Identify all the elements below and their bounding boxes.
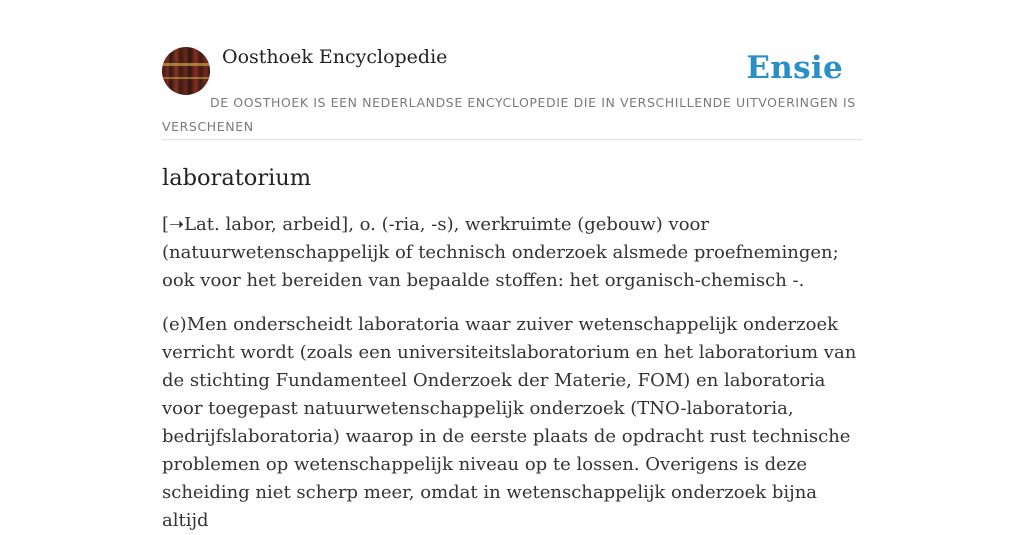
article-title: laboratorium [162, 165, 312, 191]
site-tagline: DE OOSTHOEK IS EEN NEDERLANDSE ENCYCLOPEDIE DIE IN VERSCHILLENDE UITVOERINGEN IS VERSCHENEN [162, 95, 856, 134]
site-header [162, 44, 862, 140]
ensie-logo[interactable]: Ensie [746, 50, 843, 86]
article-paragraph: [➝Lat. labor, arbeid], o. (-ria, -s), werkruimte (gebouw) voor (natuurwetenschappelijk of technisch onderzoek alsmede proefnemingen; ook voor het bereiden van bepaalde stoffen: het organisch-chemisch -. [162, 214, 839, 291]
article [162, 160, 862, 535]
site-title[interactable]: Oosthoek Encyclopedie [222, 46, 448, 68]
article-paragraph: (e)Men onderscheidt laboratoria waar zuiver wetenschappelijk onderzoek verricht wordt (zoals een universiteitslaboratorium en het laboratorium van de stichting Fundamenteel Onderzoek der Materie, FOM) en laboratoria voor toegepast natuurwetenschappelijk onderzoek (TNO-laboratoria, bedrijfslaboratoria) waarop in de eerste plaats de opdracht rust technische problemen op wetenschappelijk niveau op te lossen. Overigens is deze scheiding niet scherp meer, omdat in wetenschappelijk onderzoek bijna altijd [162, 314, 857, 531]
encyclopedia-avatar[interactable] [162, 47, 210, 95]
